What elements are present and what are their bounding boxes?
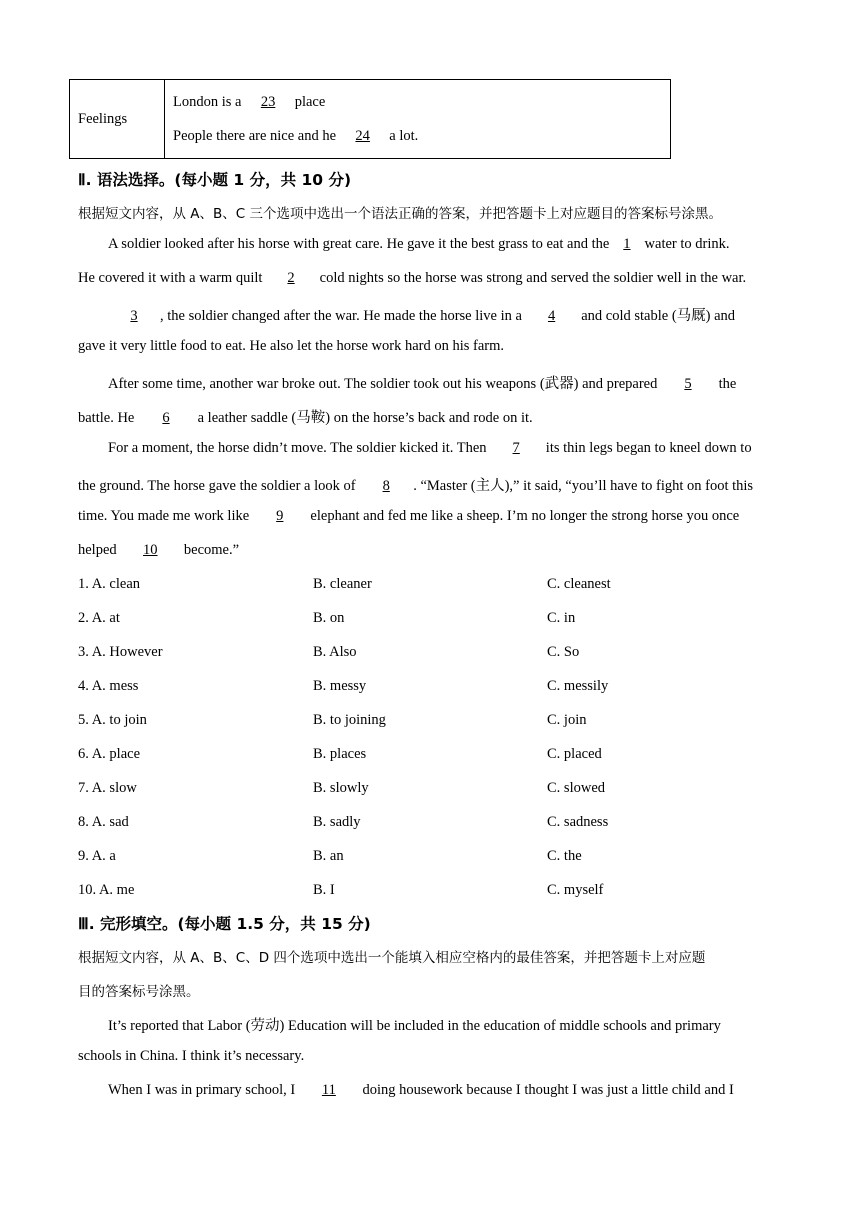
passage-line-10: helped 10 become.” <box>78 542 240 558</box>
blank-11[interactable]: 11 <box>321 1082 336 1098</box>
section-3-instruction-2: 目的答案标号涂黑。 <box>78 984 200 1000</box>
passage-line-1: A soldier looked after his horse with great care. He gave it the best grass to eat and the 1 water to drink. <box>108 236 730 252</box>
option-5-b[interactable]: B. to joining <box>313 712 386 728</box>
section-2-heading: Ⅱ. 语法选择。(每小题 1 分，共 10 分) <box>78 171 352 189</box>
blank-2[interactable]: 2 <box>287 270 295 286</box>
option-5-c[interactable]: C. join <box>547 712 587 728</box>
option-9-a[interactable]: 9. A. a <box>78 848 116 864</box>
passage-line-4: gave it very little food to eat. He also let the horse work hard on his farm. <box>78 338 505 354</box>
cloze-line-1: It’s reported that Labor (劳动) Education will be included in the education of middle schools and primary <box>108 1018 721 1034</box>
blank-10[interactable]: 10 <box>143 542 158 558</box>
option-3-c[interactable]: C. So <box>547 644 580 660</box>
option-6-a[interactable]: 6. A. place <box>78 746 141 762</box>
option-7-c[interactable]: C. slowed <box>547 780 605 796</box>
table-label: Feelings <box>70 80 165 159</box>
option-7-a[interactable]: 7. A. slow <box>78 780 137 796</box>
option-8-c[interactable]: C. sadness <box>547 814 609 830</box>
table-line-2: People there are nice and he 24 a lot. <box>173 119 670 153</box>
passage-line-3: 3 , the soldier changed after the war. He made the horse live in a 4 and cold stable (马厩) and <box>108 304 735 325</box>
blank-8[interactable]: 8 <box>382 478 390 494</box>
cloze-line-3: When I was in primary school, I 11 doing housework because I thought I was just a little child and I <box>108 1082 734 1098</box>
option-9-b[interactable]: B. an <box>313 848 344 864</box>
blank-23[interactable]: 23 <box>260 94 276 110</box>
blank-24[interactable]: 24 <box>355 128 370 144</box>
option-6-c[interactable]: C. placed <box>547 746 602 762</box>
option-4-a[interactable]: 4. A. mess <box>78 678 139 694</box>
option-2-a[interactable]: 2. A. at <box>78 610 120 626</box>
option-2-c[interactable]: C. in <box>547 610 576 626</box>
option-3-b[interactable]: B. Also <box>313 644 357 660</box>
option-10-a[interactable]: 10. A. me <box>78 882 135 898</box>
option-5-a[interactable]: 5. A. to join <box>78 712 147 728</box>
option-1-b[interactable]: B. cleaner <box>313 576 372 592</box>
summary-table <box>69 79 671 159</box>
passage-line-9: time. You made me work like 9 elephant and fed me like a sheep. I’m no longer the strong horse you once <box>78 508 740 524</box>
passage-line-5: After some time, another war broke out. The soldier took out his weapons (武器) and prepared 5 the <box>108 376 737 392</box>
option-4-b[interactable]: B. messy <box>313 678 367 694</box>
blank-7[interactable]: 7 <box>512 440 520 456</box>
passage-line-7: For a moment, the horse didn’t move. The soldier kicked it. Then 7 its thin legs began to kneel down to <box>108 440 752 456</box>
cloze-line-2: schools in China. I think it’s necessary. <box>78 1048 305 1064</box>
option-10-c[interactable]: C. myself <box>547 882 604 898</box>
option-7-b[interactable]: B. slowly <box>313 780 369 796</box>
passage-line-6: battle. He 6 a leather saddle (马鞍) on the horse’s back and rode on it. <box>78 410 533 426</box>
option-1-c[interactable]: C. cleanest <box>547 576 611 592</box>
blank-4[interactable]: 4 <box>547 308 556 324</box>
blank-6[interactable]: 6 <box>162 410 170 426</box>
blank-3[interactable]: 3 <box>130 308 138 324</box>
option-2-b[interactable]: B. on <box>313 610 345 626</box>
option-8-b[interactable]: B. sadly <box>313 814 361 830</box>
option-9-c[interactable]: C. the <box>547 848 582 864</box>
option-8-a[interactable]: 8. A. sad <box>78 814 129 830</box>
section-3-instruction-1: 根据短文内容，从 A、B、C、D 四个选项中选出一个能填入相应空格内的最佳答案，并把答题卡上对应题 <box>78 950 706 966</box>
option-1-a[interactable]: 1. A. clean <box>78 576 141 592</box>
table-line-1: London is a 23 place <box>173 85 670 119</box>
option-6-b[interactable]: B. places <box>313 746 367 762</box>
passage-line-2: He covered it with a warm quilt 2 cold nights so the horse was strong and served the soldier well in the war. <box>78 270 747 286</box>
passage-line-8: the ground. The horse gave the soldier a look of 8 . “Master (主人),” it said, “you’ll have to fight on foot this <box>78 478 754 494</box>
table-content <box>165 80 671 159</box>
blank-1[interactable]: 1 <box>623 236 631 252</box>
option-10-b[interactable]: B. I <box>313 882 335 898</box>
option-4-c[interactable]: C. messily <box>547 678 609 694</box>
blank-5[interactable]: 5 <box>684 376 692 392</box>
section-3-heading: Ⅲ. 完形填空。(每小题 1.5 分，共 15 分) <box>78 915 371 933</box>
section-2-instruction: 根据短文内容，从 A、B、C 三个选项中选出一个语法正确的答案，并把答题卡上对应题目的答案标号涂黑。 <box>78 206 723 222</box>
blank-9[interactable]: 9 <box>276 508 284 524</box>
option-3-a[interactable]: 3. A. However <box>78 644 163 660</box>
